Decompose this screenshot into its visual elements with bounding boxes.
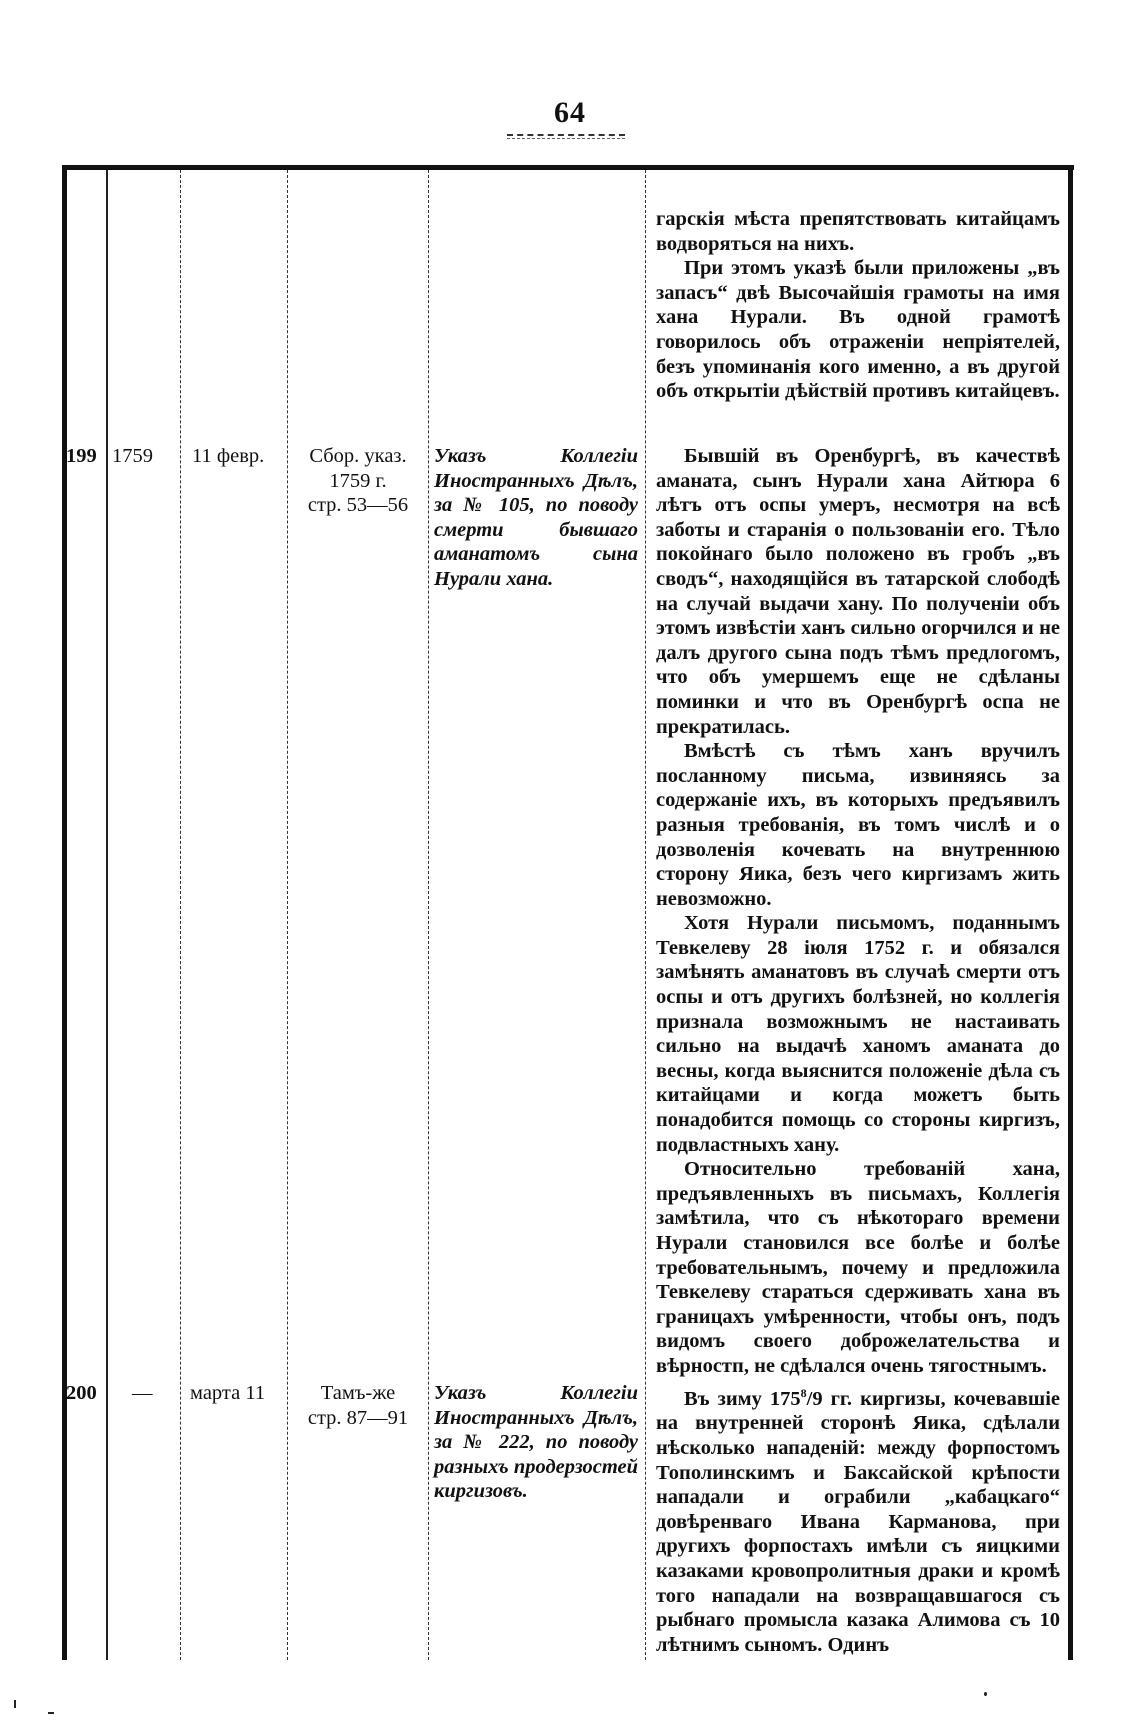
entry-title: Указъ Коллегіи Иностранныхъ Дѣлъ, за № 105, по поводу смерти бывшаго аманатомъ сына Нурали хана. — [434, 445, 638, 590]
body-text-prefix: Въ зиму 175 — [684, 1387, 801, 1410]
scan-speck — [984, 1692, 987, 1696]
source-line: 1759 г. — [329, 469, 387, 492]
source-line: Тамъ-же — [320, 1382, 396, 1404]
body-paragraph: Хотя Нурали письмомъ, поданнымъ Тевкелеву 28 іюля 1752 г. и обязался замѣнять аманатовъ въ случаѣ смерти отъ оспы и отъ другихъ болѣзней, но коллегія признала возможнымъ не настаивать сильно на выдачѣ ханомъ аманата до весны, когда выяснится положеніе дѣла съ китайцами и когда можетъ быть понадобится помощь со стороны киргизъ, подвластныхъ хану. — [656, 912, 1060, 1156]
column-divider-source-title — [428, 170, 429, 1660]
entry-source — [290, 444, 426, 518]
entry-year: — — [132, 1382, 153, 1404]
scan-speck — [48, 1712, 54, 1714]
entry-body — [656, 1381, 1060, 1657]
column-divider-number-year — [106, 170, 108, 1660]
table-left-border — [62, 170, 67, 1660]
entry-number: 200 — [66, 1382, 97, 1404]
entry-date: 11 февр. — [192, 445, 265, 467]
entry-body — [656, 444, 1060, 1379]
column-divider-date-source — [287, 170, 288, 1660]
entry-title: Указъ Коллегіи Иностранныхъ Дѣлъ, за № 222, по поводу разныхъ продерзостей киргизовъ. — [434, 1382, 638, 1503]
continuation-paragraph: При этомъ указѣ были приложены „въ запасъ“ двѣ Высочайшія грамоты на имя хана Нурали. Въ одной грамотѣ говорилось объ отраженіи непріятелей, безъ упоминанія кого именно, а въ другой объ открытіи дѣйствій противъ китайцевъ. — [656, 257, 1060, 403]
continuation-text — [656, 207, 1060, 404]
source-line: стр. 87—91 — [307, 1406, 409, 1429]
scan-speck — [14, 1700, 16, 1708]
source-line: Сбор. указ. — [309, 445, 407, 467]
page-number-underline — [507, 134, 625, 136]
body-text-rest: /9 гг. киргизы, кочевавшіе на внутренней сторонѣ Яика, сдѣлали нѣсколько нападеній: между форпостомъ Тополинскимъ и Баксайской крѣпости нападали и ограбили „кабацкаго“ довѣренваго Ивана Карманова, при другихъ форпостахъ имѣли съ яицкими казаками кровопролитныя драки и кромѣ того нападали на возвращавшагося съ рыбнаго промысла казака Алимова съ 10 лѣтнимъ сыномъ. Одинъ — [656, 1387, 1061, 1656]
body-text-superscript: 8 — [800, 1386, 807, 1400]
source-line: стр. 53—56 — [307, 494, 409, 517]
body-paragraph — [656, 1381, 1060, 1657]
entry-source — [290, 1381, 426, 1430]
entry-number: 199 — [66, 445, 97, 467]
page-number-underline-secondary — [507, 138, 625, 139]
table-top-rule — [62, 165, 1074, 170]
page-number: 64 — [554, 96, 586, 129]
body-paragraph: Относительно требованій хана, предъявленныхъ въ письмахъ, Коллегія замѣтила, что съ нѣкотораго времени Нурали становился все болѣе и болѣе требовательнымъ, почему и предложила Тевкелеву стараться сдерживать хана въ границахъ умѣренности, чтобы онъ, подъ видомъ своего доброжелательства и вѣрностп, не сдѣлался очень тягостнымъ. — [656, 1158, 1060, 1377]
body-paragraph: Вмѣстѣ съ тѣмъ ханъ вручилъ посланному письма, извиняясь за содержаніе ихъ, въ которыхъ предъявилъ разныя требованія, въ томъ числѣ и о дозволенія кочевать на внутреннюю сторону Яика, безъ чего киргизамъ жить невозможно. — [656, 740, 1060, 910]
entry-year: 1759 — [112, 445, 153, 467]
body-paragraph: Бывшій въ Оренбургѣ, въ качествѣ аманата, сынъ Нурали хана Айтюра 6 лѣтъ отъ оспы умеръ, несмотря на всѣ заботы и старанія о пользованіи его. Тѣло покойнаго было положено въ гробъ „въ сводъ“, находящійся въ татарской слободѣ на случай выдачи хану. По полученіи объ этомъ извѣстіи ханъ сильно огорчился и не далъ другого сына подъ тѣмъ предлогомъ, что объ умершемъ еще не сдѣланы поминки и что въ Оренбургѣ оспа не прекратилась. — [656, 445, 1060, 738]
entry-date: марта 11 — [190, 1382, 266, 1404]
column-divider-year-date — [180, 170, 181, 1660]
column-divider-title-body — [645, 170, 646, 1660]
continuation-paragraph: гарскія мѣста препятствовать китайцамъ водворяться на нихъ. — [656, 208, 1060, 255]
table-right-border — [1068, 170, 1073, 1660]
